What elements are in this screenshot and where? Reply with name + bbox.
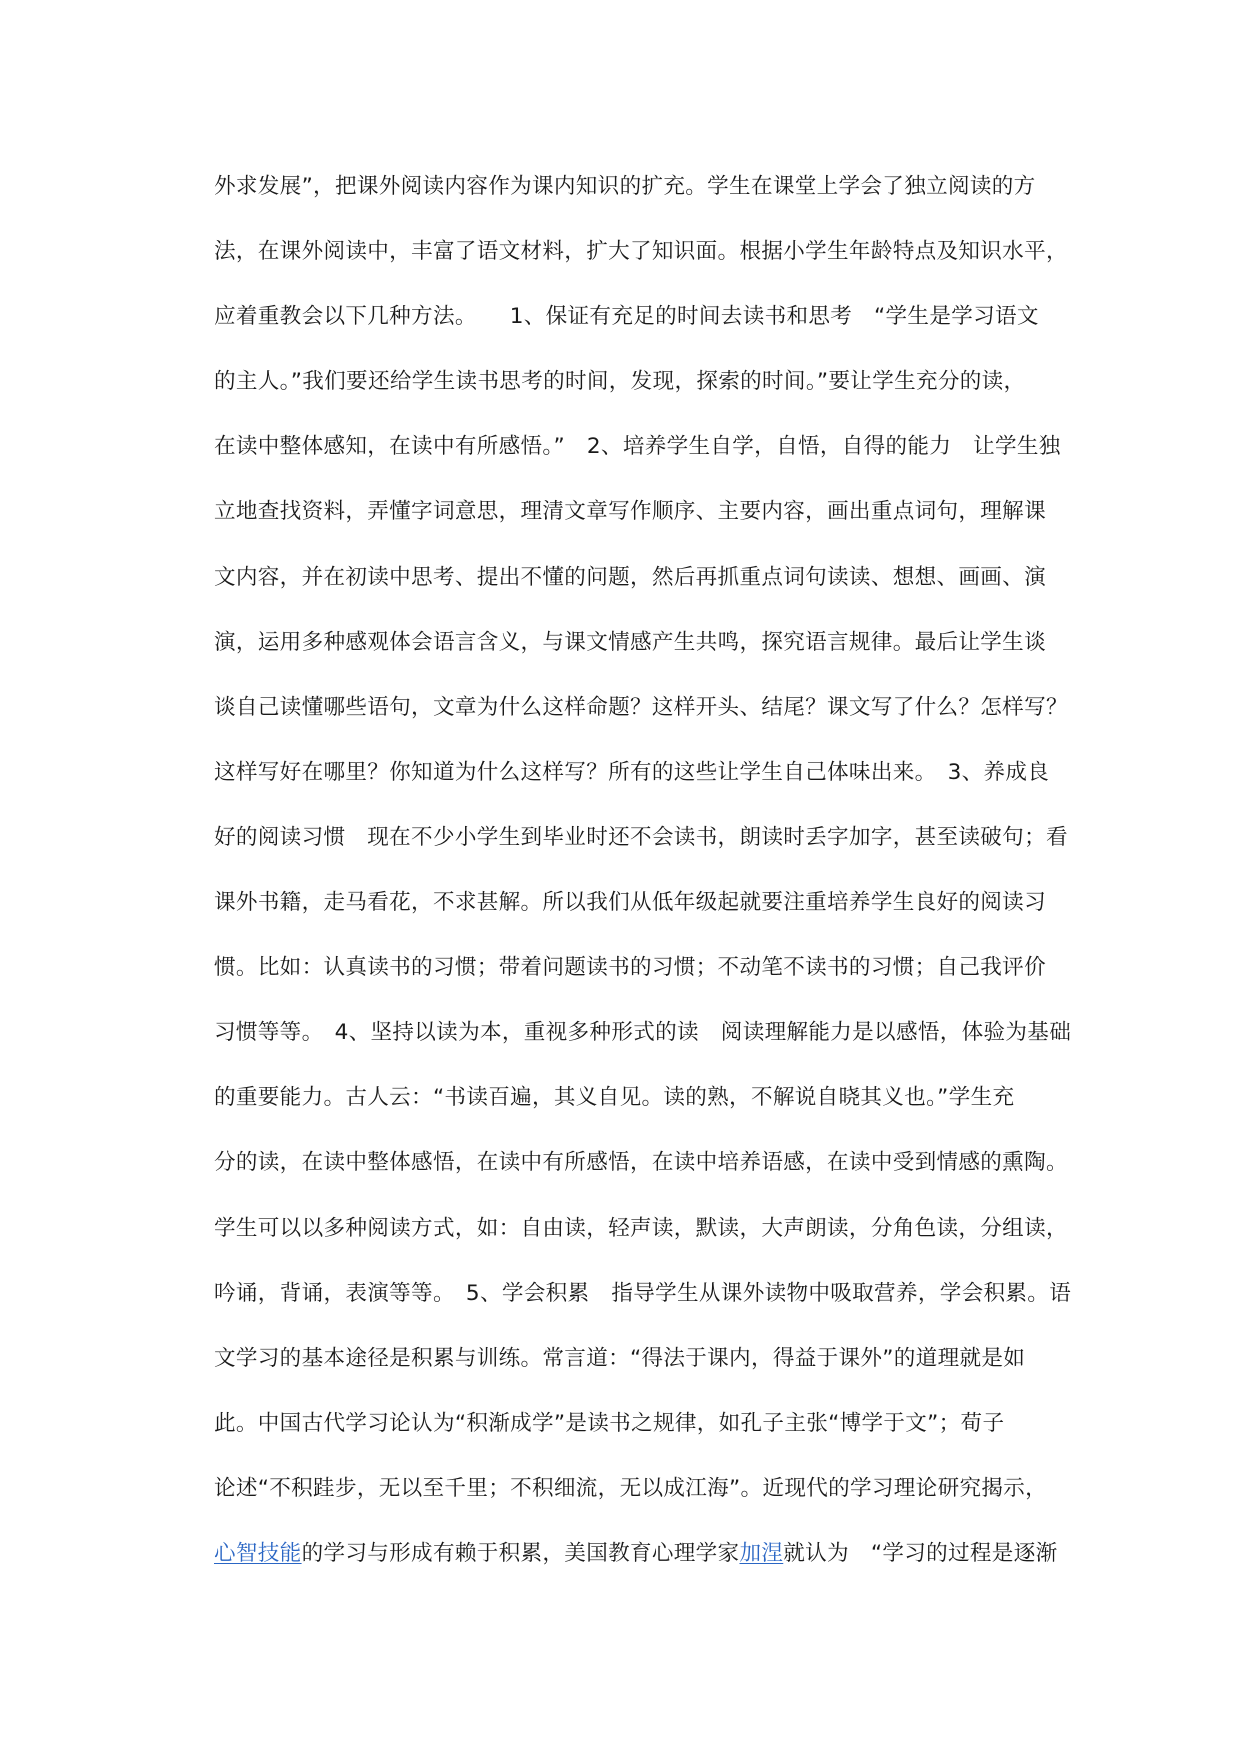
text-line-6: 立地查找资料，弄懂字词意思，理清文章写作顺序、主要内容，画出重点词句，理解课: [214, 499, 1046, 525]
text-line-9: 谈自己读懂哪些语句，文章为什么这样命题？这样开头、结尾？课文写了什么？怎样写？: [214, 694, 1068, 720]
text-line-11: 好的阅读习惯 现在不少小学生到毕业时还不会读书，朗读时丢字加字，甚至读破句；看: [214, 824, 1068, 850]
text-segment: 就认为 “学习的过程是逐渐: [783, 1540, 1058, 1566]
text-line-19: 文学习的基本途径是积累与训练。常言道：“得法于课内，得益于课外”的道理就是如: [214, 1345, 1026, 1371]
text-line-18: 吟诵，背诵，表演等等。 5、学会积累 指导学生从课外读物中吸取营养，学会积累。语: [214, 1280, 1072, 1306]
text-line-20: 此。中国古代学习论认为“积渐成学”是读书之规律，如孔子主张“博学于文”；荀子: [214, 1410, 1005, 1436]
text-line-3: 应着重教会以下几种方法。 1、保证有充足的时间去读书和思考 “学生是学习语文: [214, 304, 1039, 330]
text-line-16: 分的读，在读中整体感悟，在读中有所感悟，在读中培养语感，在读中受到情感的熏陶。: [214, 1150, 1068, 1176]
text-segment: 的学习与形成有赖于积累，美国教育心理学家: [301, 1540, 740, 1566]
link-xinzhi-jineng[interactable]: 心智技能: [214, 1540, 302, 1566]
link-jianie[interactable]: 加涅: [739, 1540, 784, 1566]
text-line-14: 习惯等等。 4、坚持以读为本，重视多种形式的读 阅读理解能力是以感悟，体验为基础: [214, 1020, 1072, 1046]
text-line-2: 法，在课外阅读中，丰富了语文材料，扩大了知识面。根据小学生年龄特点及知识水平，: [214, 239, 1068, 265]
text-line-8: 演，运用多种感观体会语言含义，与课文情感产生共鸣，探究语言规律。最后让学生谈: [214, 629, 1046, 655]
text-line-15: 的重要能力。古人云：“书读百遍，其义自见。读的熟，不解说自晓其义也。”学生充: [214, 1085, 1015, 1111]
text-line-4: 的主人。”我们要还给学生读书思考的时间，发现，探索的时间。”要让学生充分的读，: [214, 369, 1026, 395]
body-text: [214, 166, 1072, 1598]
text-line-1: 外求发展”，把课外阅读内容作为课内知识的扩充。学生在课堂上学会了独立阅读的方: [214, 174, 1036, 199]
text-line-22: [214, 1533, 1064, 1598]
text-line-12: 课外书籍，走马看花，不求甚解。所以我们从低年级起就要注重培养学生良好的阅读习: [214, 890, 1046, 916]
text-line-17: 学生可以以多种阅读方式，如：自由读，轻声读，默读，大声朗读，分角色读，分组读，: [214, 1215, 1068, 1241]
text-line-5: 在读中整体感知，在读中有所感悟。” 2、培养学生自学，自悟，自得的能力 让学生独: [214, 434, 1061, 460]
text-line-7: 文内容，并在初读中思考、提出不懂的问题，然后再抓重点词句读读、想想、画画、演: [214, 564, 1046, 590]
text-line-13: 惯。比如：认真读书的习惯；带着问题读书的习惯；不动笔不读书的习惯；自己我评价: [214, 955, 1046, 981]
text-line-10: 这样写好在哪里？你知道为什么这样写？所有的这些让学生自己体味出来。 3、养成良: [214, 759, 1050, 785]
text-line-21: 论述“不积跬步，无以至千里；不积细流，无以成江海”。近现代的学习理论研究揭示，: [214, 1475, 1048, 1501]
